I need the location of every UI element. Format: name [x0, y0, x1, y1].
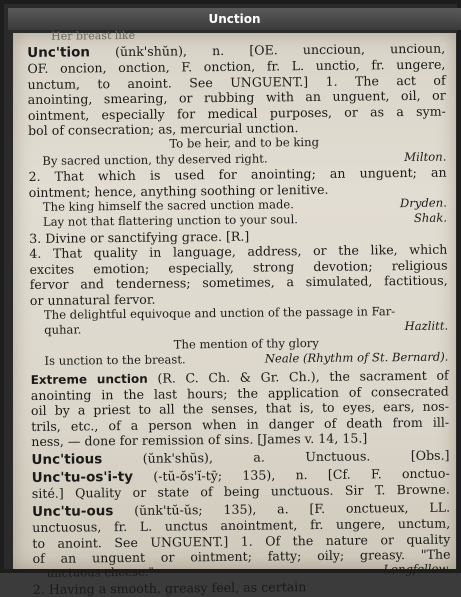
dictionary-photo	[13, 33, 456, 569]
citation-text: The king himself the sacred unction made.	[43, 197, 294, 215]
definition-line: anointing, smearing, or rubbing with an unguent, oil, or	[28, 88, 446, 108]
definition-text: (ŭnk'tŭ-ŭs; 135), a. [F. onctueux, LL.	[134, 499, 450, 517]
definition-line: ness, — done for remission of sins. [James v. 14, 15.]	[31, 430, 449, 450]
citation-text: unctuous cheese."	[47, 565, 154, 582]
definition-line: excites emotion; especially, strong devotion; religious	[29, 257, 447, 277]
citation-text: quhar.	[44, 323, 81, 339]
definition-line: fervor and tenderness; sometimes, a simulated, factitious,	[30, 273, 448, 293]
definition-line: 2. That which is used for anointing; an unguent; an	[28, 165, 446, 185]
definition-line: unctum, to anoint. See UNGUENT.] 1. The act of	[28, 72, 446, 92]
citation-text: By sacred unction, thy deserved right.	[42, 151, 267, 169]
definition-line: anointing in the last hours; the application of consecrated	[31, 384, 449, 404]
citation-author: Shak.	[414, 211, 447, 227]
citation-author: Hazlitt.	[404, 319, 448, 335]
dictionary-page	[27, 25, 451, 597]
citation-text: The delightful equivoque and unction of the passage in Far-	[44, 304, 395, 323]
citation-text: Is unction to the breast.	[44, 352, 185, 369]
definition-line: bol of consecration; as, mercurial unction.	[28, 119, 446, 139]
definition-line: or unnatural fervor.	[30, 288, 448, 308]
definition-text: (-tŭ-ŏs'ĭ-tȳ; 135), n. [Cf. F. onctuo-	[153, 466, 450, 484]
citation-text: To be heir, and to be king	[169, 135, 319, 152]
definition-line: trils, etc., of a person when in danger of death from ill-	[31, 414, 449, 434]
citation-line	[30, 350, 448, 370]
headword: Unc'tious	[31, 451, 102, 468]
definition-line: 3. Divine or sanctifying grace. [R.]	[29, 226, 447, 246]
headword: Unc'tu-ous	[32, 503, 113, 520]
citation-text: The mention of thy glory	[174, 336, 319, 353]
definition-line: sité.] Quality or state of being unctuous. Sir T. Browne.	[32, 482, 450, 502]
top-fragment: Her breast like	[27, 25, 445, 43]
window-title: Unction	[8, 8, 461, 30]
definition-line: to anoint. See UNGUENT.] 1. Of the nature or quality	[32, 531, 450, 551]
citation-author: Dryden.	[400, 196, 447, 212]
definition-text: (R. C. Ch. & Gr. Ch.), the sacrament of	[157, 367, 448, 385]
definition-line: 2. Having a smooth, greasy feel, as certain	[33, 577, 451, 597]
definition-line: oil by a priest to all the senses, that is, to eyes, ears, nos-	[31, 399, 449, 419]
definition-text: (ŭnk'shŭs), a. Unctuous. [Obs.]	[143, 447, 450, 465]
citation-author: Milton.	[404, 149, 446, 165]
headword-line	[31, 447, 449, 468]
definition-line: of an unguent or ointment; fatty; oily; greasy. "The	[32, 547, 450, 567]
definition-line: ointment; hence, anything soothing or lenitive.	[29, 180, 447, 200]
subentry-term: Extreme unction	[31, 371, 148, 386]
headword: Unc'tion	[27, 44, 90, 61]
citation-author: Neale (Rhythm of St. Bernard).	[265, 350, 449, 367]
definition-line: ointment, especially for medical purposes, or as a sym-	[28, 103, 446, 123]
definition-line: 4. That quality in language, address, or the like, which	[29, 242, 447, 262]
citation-text: Lay not that flattering unction to your soul.	[43, 213, 298, 231]
definition-line: OF. oncion, onction, F. onction, fr. L. unctio, fr. ungere,	[27, 57, 445, 77]
headword: Unc'tu-os'i-ty	[32, 469, 133, 486]
definition-text: (ŭnk'shŭn), n. [OE. unccioun, uncioun,	[115, 41, 445, 59]
citation-author: Longfellow.	[383, 562, 451, 578]
definition-line: unctuosus, fr. L. unctus anointment, fr. ungere, unctum,	[32, 516, 450, 536]
